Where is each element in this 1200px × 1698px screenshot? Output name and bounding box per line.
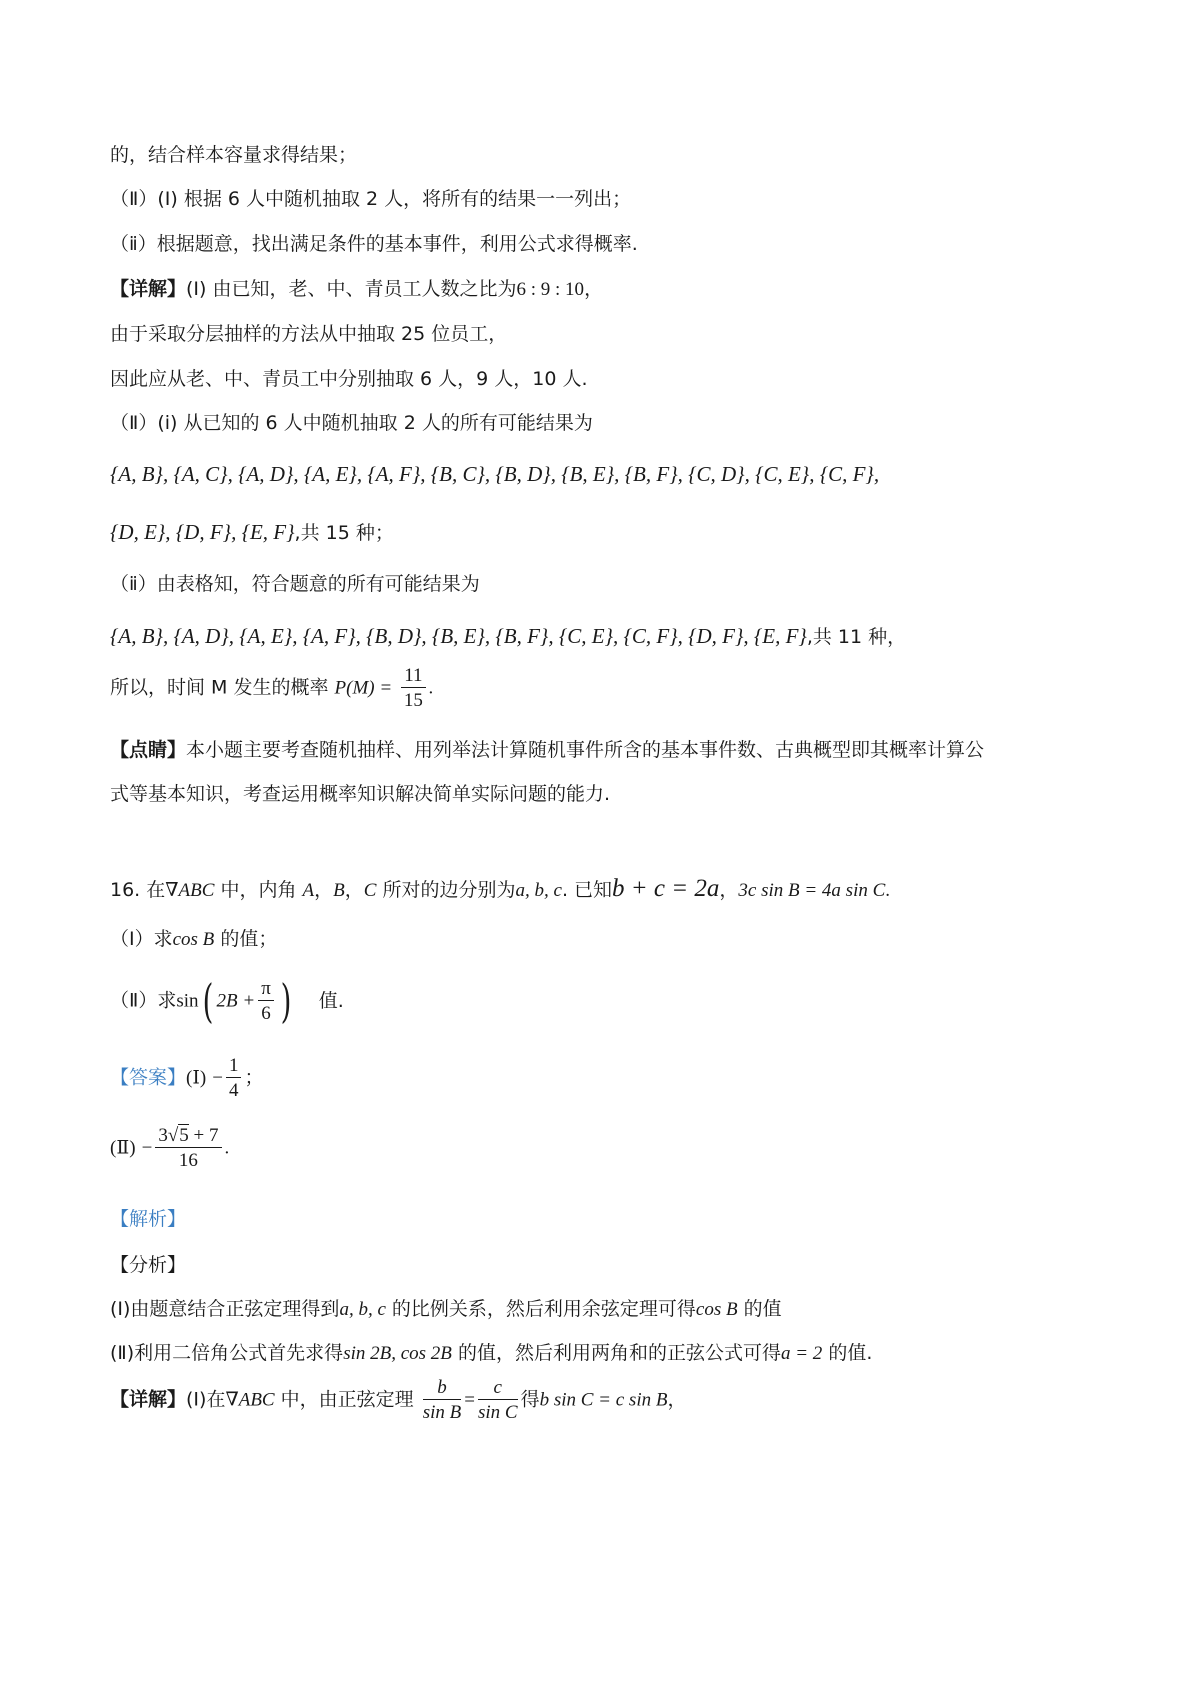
expr: cos B — [172, 929, 215, 950]
triangle: ∇ABC — [165, 880, 215, 901]
text-line: 由于采取分层抽样的方法从中抽取 25 位员工， — [110, 323, 508, 345]
coefficient: 3 — [158, 1125, 168, 1146]
addend: + 7 — [188, 1125, 219, 1146]
fraction — [258, 979, 274, 1023]
text: 本小题主要考查随机抽样、用列举法计算随机事件所含的基本事件数、古典概型即其概率计算公 — [186, 739, 985, 761]
minus: − — [212, 1067, 223, 1089]
detail-line — [110, 1378, 686, 1422]
detail-label: 【详解】 — [110, 1388, 187, 1411]
denominator: 16 — [178, 1150, 198, 1171]
expr: sin 2B, cos 2B — [343, 1343, 452, 1364]
text: 的比例关系，然后利用余弦定理可得 — [385, 1298, 696, 1320]
detail-line — [110, 280, 603, 299]
comment-line — [110, 741, 984, 760]
text: 的值； — [214, 928, 278, 950]
angle: B — [333, 880, 345, 901]
expr: cos B — [695, 1299, 738, 1320]
denominator: sin B — [422, 1402, 462, 1423]
outcome-set-list — [110, 626, 906, 647]
triangle: ∇ABC — [225, 1389, 275, 1411]
text: ， — [584, 278, 604, 300]
numerator: c — [478, 1378, 518, 1400]
analysis-label: 【解析】 — [110, 1208, 187, 1230]
angle: C — [363, 880, 377, 901]
text: ， — [667, 1388, 687, 1411]
answer-1 — [110, 1056, 263, 1100]
expr: a = 2 — [780, 1343, 823, 1364]
text-line: （Ⅱ）(Ⅰ) 根据 6 人中随机抽取 2 人，将所有的结果一一列出； — [110, 188, 632, 210]
text: （Ⅱ）求 — [110, 989, 177, 1012]
period: . — [224, 1137, 230, 1159]
text: 所以，时间 M 发生的概率 — [110, 676, 329, 699]
text: (Ⅰ)由题意结合正弦定理得到 — [110, 1298, 340, 1320]
text: 中，内角 — [214, 879, 297, 901]
text: 中，由正弦定理 — [274, 1388, 414, 1411]
sets: {A, B}, {A, D}, {A, E}, {A, F}, {B, D}, {B, E}, {B, F}, {C, E}, {C, F}, {D, F}, {E, F} — [110, 624, 807, 648]
text: 值. — [318, 989, 344, 1012]
condition: b + c = 2a — [612, 875, 720, 902]
part-label: (Ⅱ) — [110, 1137, 136, 1159]
semicolon: ； — [244, 1066, 264, 1089]
problem-16-stem: 16. 在∇ABC 中，内角 A，B，C 所对的边分别为a, b, c. 已知b + c = 2a，3c sin B = 4a sin C. — [110, 875, 891, 902]
text: ,共 11 种， — [806, 626, 907, 648]
expr: P(M) = — [334, 677, 393, 699]
text: 的值. — [822, 1342, 873, 1364]
angle: A — [302, 880, 315, 901]
comment-label: 【点睛】 — [110, 739, 187, 761]
text: (Ⅱ)利用二倍角公式首先求得 — [110, 1342, 344, 1364]
fraction — [478, 1378, 518, 1422]
paren: ( — [202, 974, 213, 1028]
denominator: 15 — [403, 690, 423, 711]
condition: 3c sin B = 4a sin C — [738, 880, 886, 901]
text-line: （Ⅱ）(ⅰ) 从已知的 6 人中随机抽取 2 人的所有可能结果为 — [110, 412, 593, 434]
text: 16. 在 — [110, 879, 166, 901]
text-line: （ⅱ）由表格知，符合题意的所有可能结果为 — [110, 573, 480, 595]
fenxi-line-2 — [110, 1344, 872, 1363]
numerator: b — [423, 1378, 462, 1400]
text: ,共 15 种； — [294, 522, 394, 544]
numerator: π — [258, 979, 274, 1001]
text: (Ⅰ)在 — [186, 1388, 226, 1411]
fenxi-line-1 — [110, 1300, 782, 1319]
outcome-set-list: {A, B}, {A, C}, {A, D}, {A, E}, {A, F}, {B, C}, {B, D}, {B, E}, {B, F}, {C, D}, {C, E}, {C, F}, — [110, 462, 880, 486]
expr: a, b, c — [339, 1299, 386, 1320]
probability-line — [110, 666, 433, 710]
sin: sin — [176, 990, 199, 1012]
text: 得 — [520, 1388, 540, 1411]
fraction — [401, 666, 425, 710]
text: 所对的边分别为 — [376, 879, 516, 901]
expr: 2B + — [216, 990, 256, 1012]
question-2 — [110, 974, 344, 1028]
text: (Ⅰ) 由已知，老、中、青员工人数之比为 — [186, 278, 517, 300]
denominator: 6 — [261, 1003, 271, 1024]
paren: ) — [280, 974, 292, 1028]
question-1 — [110, 930, 277, 949]
fraction — [423, 1378, 462, 1422]
expr: b sin C = c sin B — [539, 1389, 668, 1411]
text: 的值 — [737, 1298, 782, 1320]
fenxi-label: 【分析】 — [110, 1254, 187, 1276]
period: . — [428, 677, 434, 699]
text-line: 的，结合样本容量求得结果； — [110, 144, 358, 166]
fraction — [155, 1126, 221, 1170]
ratio: 6 : 9 : 10 — [516, 279, 585, 300]
minus: − — [141, 1137, 153, 1159]
radicand: 5 — [179, 1125, 189, 1146]
answer-label: 【答案】 — [110, 1066, 187, 1089]
text: 的值，然后利用两角和的正弦公式可得 — [451, 1342, 781, 1364]
text-line: 式等基本知识，考查运用概率知识解决简单实际问题的能力. — [110, 783, 611, 805]
fraction — [226, 1056, 242, 1100]
sets: {D, E}, {D, F}, {E, F} — [110, 520, 295, 544]
text: . 已知 — [561, 879, 613, 901]
part-label: (Ⅰ) — [186, 1067, 207, 1089]
text: （Ⅰ）求 — [110, 928, 173, 950]
detail-label: 【详解】 — [110, 278, 187, 300]
numerator: 11 — [401, 666, 425, 688]
answer-2 — [110, 1126, 229, 1170]
sides: a, b, c — [515, 880, 562, 901]
numerator: 3√5 + 7 — [155, 1126, 221, 1148]
numerator: 1 — [226, 1056, 242, 1078]
denominator: 4 — [228, 1080, 239, 1101]
denominator: sin C — [477, 1402, 518, 1423]
text-line: 因此应从老、中、青员工中分别抽取 6 人，9 人，10 人. — [110, 368, 588, 390]
equals: = — [464, 1389, 475, 1411]
outcome-set-list — [110, 522, 394, 543]
text-line: （ⅱ）根据题意，找出满足条件的基本事件，利用公式求得概率. — [110, 233, 638, 255]
